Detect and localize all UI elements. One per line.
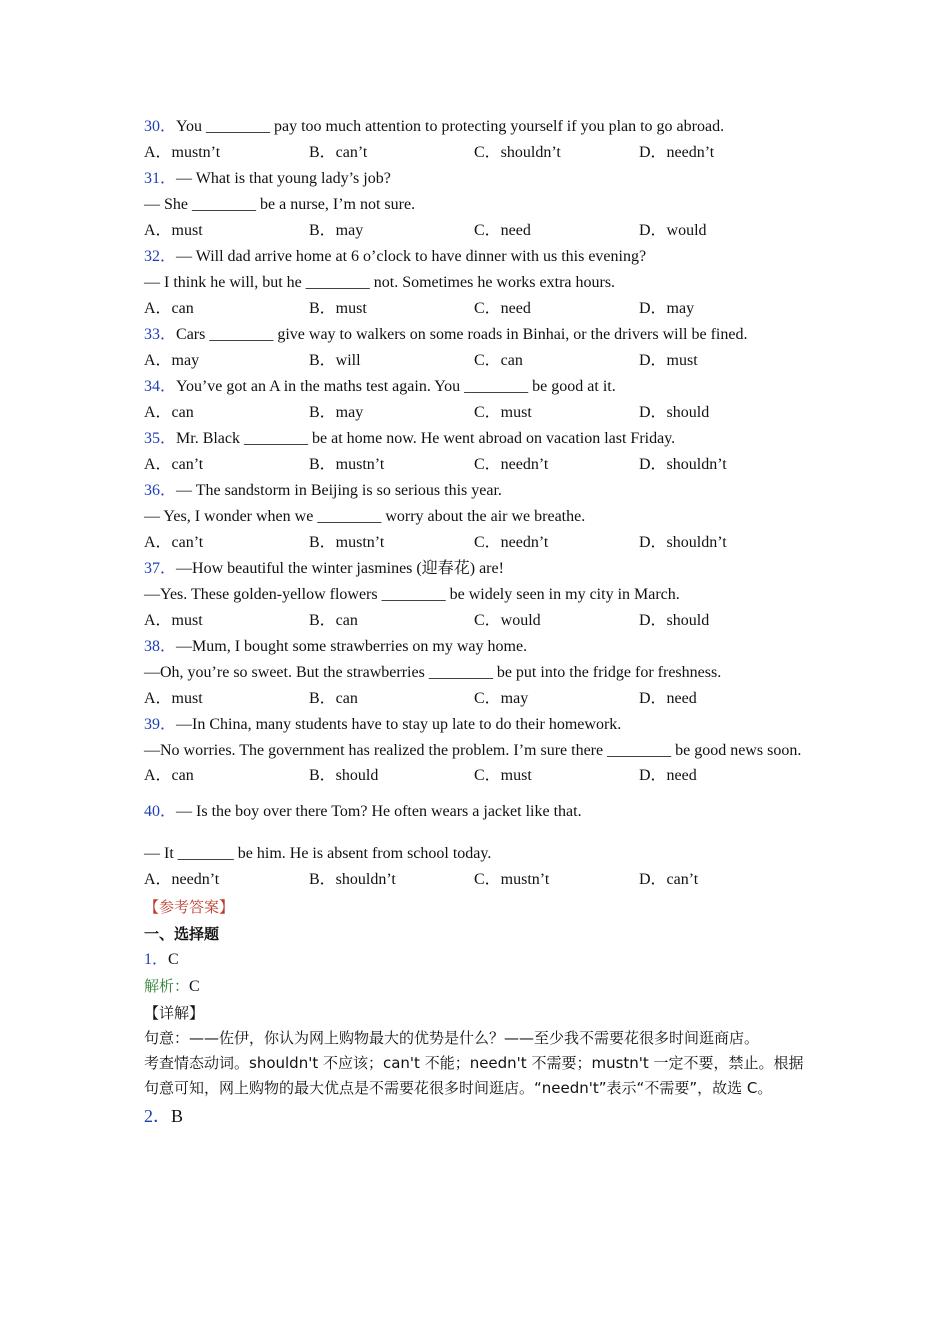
analysis-line xyxy=(144,973,804,1000)
option-c[interactable]: C．may xyxy=(474,690,529,707)
question-39 xyxy=(144,712,804,738)
options-35 xyxy=(144,452,804,478)
option-a[interactable]: A．can’t xyxy=(144,456,204,473)
option-c[interactable]: C．mustn’t xyxy=(474,871,550,888)
option-c[interactable]: C．need xyxy=(474,222,531,239)
question-number: 33． xyxy=(144,326,177,343)
question-text-line: — She ________ be a nurse, I’m not sure. xyxy=(144,196,416,213)
question-38 xyxy=(144,634,804,660)
option-d[interactable]: D．can’t xyxy=(639,871,699,888)
option-c[interactable]: C．needn’t xyxy=(474,456,549,473)
option-b[interactable]: B．can xyxy=(309,690,358,707)
option-a[interactable]: A．can xyxy=(144,300,194,317)
option-d[interactable]: D．may xyxy=(639,300,695,317)
option-a[interactable]: A．needn’t xyxy=(144,871,220,888)
options-36 xyxy=(144,530,804,556)
question-number: 40． xyxy=(144,803,177,820)
question-30 xyxy=(144,114,804,140)
answer-value: B xyxy=(171,1106,184,1126)
question-text: Mr. Black ________ be at home now. He went abroad on vacation last Friday. xyxy=(176,430,676,447)
option-a[interactable]: A．must xyxy=(144,612,203,629)
option-b[interactable]: B．can’t xyxy=(309,144,368,161)
exercise-content xyxy=(144,114,804,1131)
option-c[interactable]: C．must xyxy=(474,404,532,421)
question-text: Cars ________ give way to walkers on some roads in Binhai, or the drivers will be fined. xyxy=(176,326,748,343)
answer-item-1 xyxy=(144,947,804,973)
question-text: You ________ pay too much attention to protecting yourself if you plan to go abroad. xyxy=(176,118,725,135)
section-title: 一、选择题 xyxy=(144,925,220,943)
question-number: 37． xyxy=(144,560,177,577)
option-d[interactable]: D．needn’t xyxy=(639,144,715,161)
options-38 xyxy=(144,686,804,712)
option-d[interactable]: D．must xyxy=(639,352,698,369)
question-text-line: —Yes. These golden-yellow flowers ________ be widely seen in my city in March. xyxy=(144,586,680,603)
question-text-line: — It _______ be him. He is absent from school today. xyxy=(144,845,492,862)
option-a[interactable]: A．must xyxy=(144,690,203,707)
analysis-value: C xyxy=(189,978,200,995)
option-b[interactable]: B．should xyxy=(309,767,379,784)
answer-key-title: 【参考答案】 xyxy=(144,898,235,916)
option-c[interactable]: C．need xyxy=(474,300,531,317)
options-34 xyxy=(144,400,804,426)
question-40 xyxy=(144,799,804,825)
question-number: 35． xyxy=(144,430,177,447)
answer-number: 2． xyxy=(144,1106,171,1126)
options-39 xyxy=(144,763,804,789)
option-d[interactable]: D．would xyxy=(639,222,707,239)
option-d[interactable]: D．shouldn’t xyxy=(639,534,727,551)
detail-label: 【详解】 xyxy=(144,1004,205,1022)
options-37 xyxy=(144,608,804,634)
option-d[interactable]: D．need xyxy=(639,690,697,707)
option-c[interactable]: C．can xyxy=(474,352,523,369)
question-text-line: —Oh, you’re so sweet. But the strawberries ________ be put into the fridge for freshness. xyxy=(144,664,722,681)
sentence-meaning: 句意：——佐伊，你认为网上购物最大的优势是什么？——至少我不需要花很多时间逛商店。 xyxy=(144,1029,760,1047)
question-text-line: — Yes, I wonder when we ________ worry about the air we breathe. xyxy=(144,508,586,525)
option-a[interactable]: A．can xyxy=(144,767,194,784)
question-text: You’ve got an A in the maths test again. You ________ be good at it. xyxy=(176,378,616,395)
question-37 xyxy=(144,556,804,582)
question-text: — The sandstorm in Beijing is so serious this year. xyxy=(176,482,502,499)
question-34 xyxy=(144,374,804,400)
option-a[interactable]: A．can xyxy=(144,404,194,421)
question-number: 34． xyxy=(144,378,177,395)
question-36 xyxy=(144,478,804,504)
option-c[interactable]: C．shouldn’t xyxy=(474,144,561,161)
option-a[interactable]: A．may xyxy=(144,352,200,369)
question-text: — Is the boy over there Tom? He often wears a jacket like that. xyxy=(176,803,582,820)
question-text: —In China, many students have to stay up late to do their homework. xyxy=(176,716,622,733)
option-b[interactable]: B．mustn’t xyxy=(309,456,385,473)
option-c[interactable]: C．needn’t xyxy=(474,534,549,551)
options-33 xyxy=(144,348,804,374)
option-c[interactable]: C．must xyxy=(474,767,532,784)
question-31 xyxy=(144,166,804,192)
question-number: 38． xyxy=(144,638,177,655)
option-d[interactable]: D．need xyxy=(639,767,697,784)
question-35 xyxy=(144,426,804,452)
question-number: 39． xyxy=(144,716,177,733)
question-33 xyxy=(144,322,804,348)
option-b[interactable]: B．will xyxy=(309,352,361,369)
question-number: 32． xyxy=(144,248,177,265)
question-number: 31． xyxy=(144,170,177,187)
answer-number: 1． xyxy=(144,951,169,968)
option-c[interactable]: C．would xyxy=(474,612,541,629)
options-40 xyxy=(144,867,804,893)
option-d[interactable]: D．shouldn’t xyxy=(639,456,727,473)
option-d[interactable]: D．should xyxy=(639,612,710,629)
question-text: —Mum, I bought some strawberries on my way home. xyxy=(176,638,528,655)
option-b[interactable]: B．mustn’t xyxy=(309,534,385,551)
question-text-line: — I think he will, but he ________ not. Sometimes he works extra hours. xyxy=(144,274,616,291)
option-a[interactable]: A．must xyxy=(144,222,203,239)
question-text: — What is that young lady’s job? xyxy=(176,170,391,187)
option-b[interactable]: B．must xyxy=(309,300,367,317)
options-32 xyxy=(144,296,804,322)
analysis-label: 解析： xyxy=(144,977,190,995)
options-31 xyxy=(144,218,804,244)
answer-item-2 xyxy=(144,1101,804,1131)
option-a[interactable]: A．can’t xyxy=(144,534,204,551)
question-text-line: —No worries. The government has realized the problem. I’m sure there ________ be good news soon. xyxy=(144,742,802,759)
option-a[interactable]: A．mustn’t xyxy=(144,144,221,161)
option-d[interactable]: D．should xyxy=(639,404,710,421)
option-b[interactable]: B．can xyxy=(309,612,358,629)
option-b[interactable]: B．shouldn’t xyxy=(309,871,396,888)
option-b[interactable]: B．may xyxy=(309,222,364,239)
explanation: 考查情态动词。shouldn't 不应该；can't 不能；needn't 不需要；mustn't 一定不要，禁止。根据句意可知，网上购物的最大优点是不需要花很多时间逛店。“needn't”表示“不需要”，故选 C。 xyxy=(144,1054,804,1097)
answer-value: C xyxy=(168,951,179,968)
question-text: — Will dad arrive home at 6 o’clock to have dinner with us this evening? xyxy=(176,248,647,265)
question-32 xyxy=(144,244,804,270)
option-b[interactable]: B．may xyxy=(309,404,364,421)
question-number: 36． xyxy=(144,482,177,499)
question-number: 30． xyxy=(144,118,177,135)
options-30 xyxy=(144,140,804,166)
question-text: —How beautiful the winter jasmines (迎春花) are! xyxy=(176,560,504,577)
